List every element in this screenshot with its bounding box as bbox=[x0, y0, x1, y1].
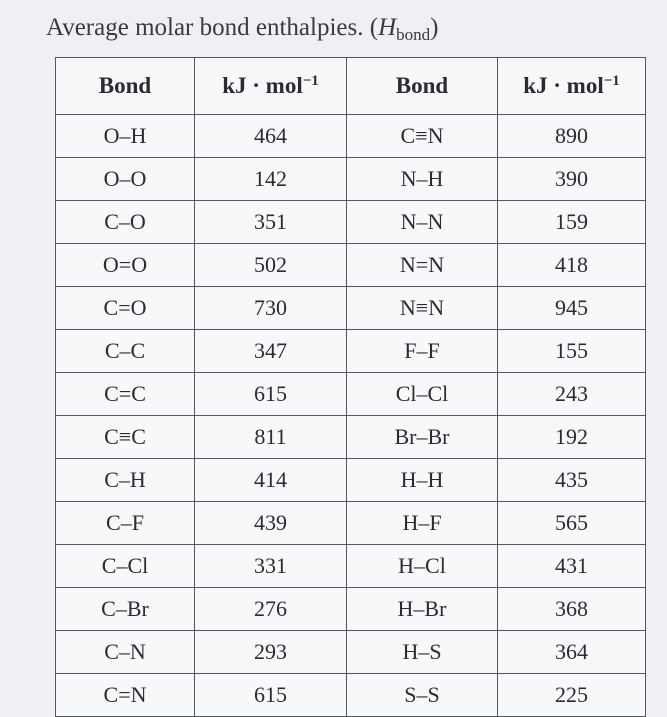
enthalpy-cell: 811 bbox=[195, 416, 347, 459]
bond-cell: F–F bbox=[347, 330, 498, 373]
bond-cell: C–Cl bbox=[56, 545, 195, 588]
header-row bbox=[56, 58, 646, 115]
enthalpy-cell: 615 bbox=[195, 674, 347, 717]
table-row bbox=[56, 287, 646, 330]
header-unit-1-exp: −1 bbox=[302, 73, 319, 89]
bond-cell: C–Br bbox=[56, 588, 195, 631]
enthalpy-cell: 243 bbox=[498, 373, 646, 416]
table-row bbox=[56, 330, 646, 373]
bond-cell: C=O bbox=[56, 287, 195, 330]
bond-cell: H–Cl bbox=[347, 545, 498, 588]
table-caption bbox=[46, 14, 438, 45]
table-row bbox=[56, 459, 646, 502]
bond-cell: O–O bbox=[56, 158, 195, 201]
bond-cell: Cl–Cl bbox=[347, 373, 498, 416]
bond-cell: O–H bbox=[56, 115, 195, 158]
table-row bbox=[56, 416, 646, 459]
bond-cell: C=C bbox=[56, 373, 195, 416]
table-row bbox=[56, 115, 646, 158]
table-row bbox=[56, 674, 646, 717]
bond-enthalpy-table-container bbox=[55, 57, 645, 707]
bond-cell: H–F bbox=[347, 502, 498, 545]
enthalpy-cell: 390 bbox=[498, 158, 646, 201]
enthalpy-cell: 155 bbox=[498, 330, 646, 373]
table-row bbox=[56, 502, 646, 545]
enthalpy-cell: 414 bbox=[195, 459, 347, 502]
enthalpy-cell: 364 bbox=[498, 631, 646, 674]
enthalpy-cell: 368 bbox=[498, 588, 646, 631]
table-row bbox=[56, 588, 646, 631]
table-row bbox=[56, 373, 646, 416]
bond-cell: C–N bbox=[56, 631, 195, 674]
enthalpy-cell: 159 bbox=[498, 201, 646, 244]
table-row bbox=[56, 158, 646, 201]
enthalpy-cell: 439 bbox=[195, 502, 347, 545]
bond-cell: C–O bbox=[56, 201, 195, 244]
caption-symbol: H bbox=[378, 14, 397, 41]
enthalpy-cell: 431 bbox=[498, 545, 646, 588]
caption-close: ) bbox=[430, 14, 439, 41]
enthalpy-cell: 331 bbox=[195, 545, 347, 588]
bond-cell: N–H bbox=[347, 158, 498, 201]
table-row bbox=[56, 244, 646, 287]
enthalpy-cell: 890 bbox=[498, 115, 646, 158]
enthalpy-cell: 945 bbox=[498, 287, 646, 330]
table-row bbox=[56, 545, 646, 588]
enthalpy-cell: 435 bbox=[498, 459, 646, 502]
enthalpy-cell: 347 bbox=[195, 330, 347, 373]
table-body bbox=[56, 115, 646, 717]
caption-subscript: bond bbox=[396, 25, 431, 44]
header-unit-2-base: kJ · mol bbox=[523, 73, 604, 98]
enthalpy-cell: 351 bbox=[195, 201, 347, 244]
bond-cell: H–H bbox=[347, 459, 498, 502]
bond-cell: C–H bbox=[56, 459, 195, 502]
header-unit-1-base: kJ · mol bbox=[222, 73, 303, 98]
table-row bbox=[56, 201, 646, 244]
enthalpy-cell: 730 bbox=[195, 287, 347, 330]
header-unit-1 bbox=[195, 58, 347, 115]
bond-cell: C–F bbox=[56, 502, 195, 545]
bond-cell: C=N bbox=[56, 674, 195, 717]
enthalpy-cell: 293 bbox=[195, 631, 347, 674]
enthalpy-cell: 502 bbox=[195, 244, 347, 287]
enthalpy-cell: 615 bbox=[195, 373, 347, 416]
enthalpy-cell: 192 bbox=[498, 416, 646, 459]
bond-cell: C–C bbox=[56, 330, 195, 373]
bond-cell: O=O bbox=[56, 244, 195, 287]
bond-enthalpy-table bbox=[55, 57, 646, 717]
enthalpy-cell: 276 bbox=[195, 588, 347, 631]
bond-cell: N–N bbox=[347, 201, 498, 244]
bond-cell: C≡C bbox=[56, 416, 195, 459]
bond-cell: Br–Br bbox=[347, 416, 498, 459]
bond-cell: H–Br bbox=[347, 588, 498, 631]
enthalpy-cell: 418 bbox=[498, 244, 646, 287]
header-unit-2 bbox=[498, 58, 646, 115]
enthalpy-cell: 142 bbox=[195, 158, 347, 201]
header-bond-2: Bond bbox=[347, 58, 498, 115]
enthalpy-cell: 225 bbox=[498, 674, 646, 717]
caption-text: Average molar bond enthalpies. ( bbox=[46, 14, 379, 41]
enthalpy-cell: 464 bbox=[195, 115, 347, 158]
table-row bbox=[56, 631, 646, 674]
enthalpy-cell: 565 bbox=[498, 502, 646, 545]
bond-cell: C≡N bbox=[347, 115, 498, 158]
header-unit-2-exp: −1 bbox=[603, 73, 620, 89]
bond-cell: H–S bbox=[347, 631, 498, 674]
header-bond-1: Bond bbox=[56, 58, 195, 115]
bond-cell: S–S bbox=[347, 674, 498, 717]
bond-cell: N=N bbox=[347, 244, 498, 287]
bond-cell: N≡N bbox=[347, 287, 498, 330]
